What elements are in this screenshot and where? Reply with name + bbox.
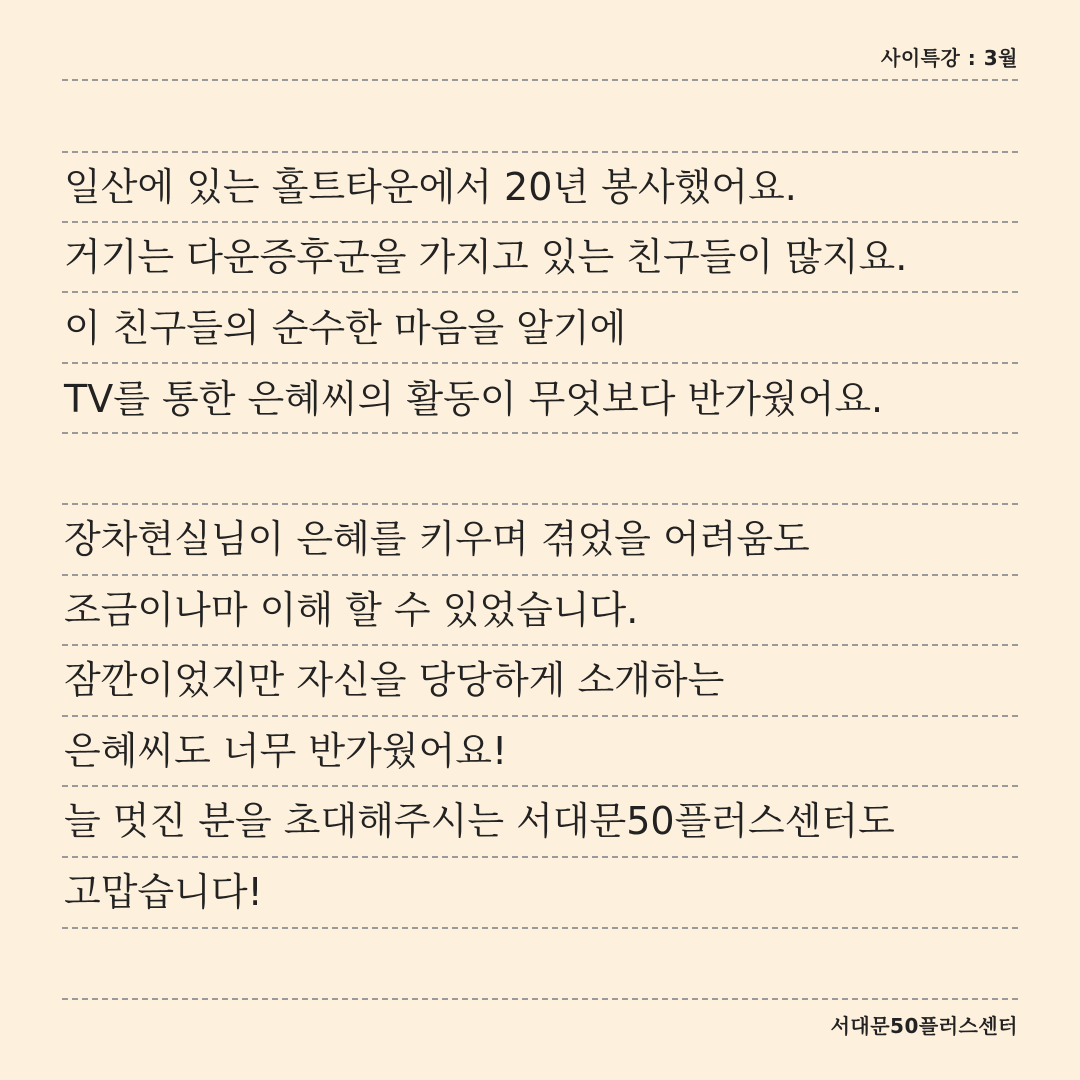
text-line: 일산에 있는 홀트타운에서 20년 봉사했어요. xyxy=(64,165,797,209)
header-label: 사이특강 : 3월 xyxy=(881,46,1018,70)
text-line: 은혜씨도 너무 반가웠어요! xyxy=(64,729,508,773)
footer-divider xyxy=(62,998,1018,1000)
text-line: 장차현실님이 은혜를 키우며 겪었을 어려움도 xyxy=(64,517,810,561)
header-divider xyxy=(62,79,1018,81)
ruled-line xyxy=(62,221,1018,223)
ruled-line xyxy=(62,785,1018,787)
ruled-line xyxy=(62,644,1018,646)
ruled-line xyxy=(62,432,1018,434)
footer-label: 서대문50플러스센터 xyxy=(830,1014,1018,1038)
text-line: TV를 통한 은혜씨의 활동이 무엇보다 반가웠어요. xyxy=(64,377,884,421)
ruled-line xyxy=(62,856,1018,858)
ruled-line xyxy=(62,574,1018,576)
text-line: 거기는 다운증후군을 가지고 있는 친구들이 많지요. xyxy=(64,235,908,279)
text-line: 이 친구들의 순수한 마음을 알기에 xyxy=(64,306,627,350)
text-line: 조금이나마 이해 할 수 있었습니다. xyxy=(64,588,639,632)
ruled-line xyxy=(62,291,1018,293)
ruled-line xyxy=(62,362,1018,364)
text-line: 고맙습니다! xyxy=(64,870,263,914)
ruled-line xyxy=(62,927,1018,929)
text-line: 늘 멋진 분을 초대해주시는 서대문50플러스센터도 xyxy=(64,799,895,843)
ruled-line xyxy=(62,503,1018,505)
ruled-line xyxy=(62,715,1018,717)
ruled-line xyxy=(62,151,1018,153)
text-line: 잠깐이었지만 자신을 당당하게 소개하는 xyxy=(64,658,725,702)
